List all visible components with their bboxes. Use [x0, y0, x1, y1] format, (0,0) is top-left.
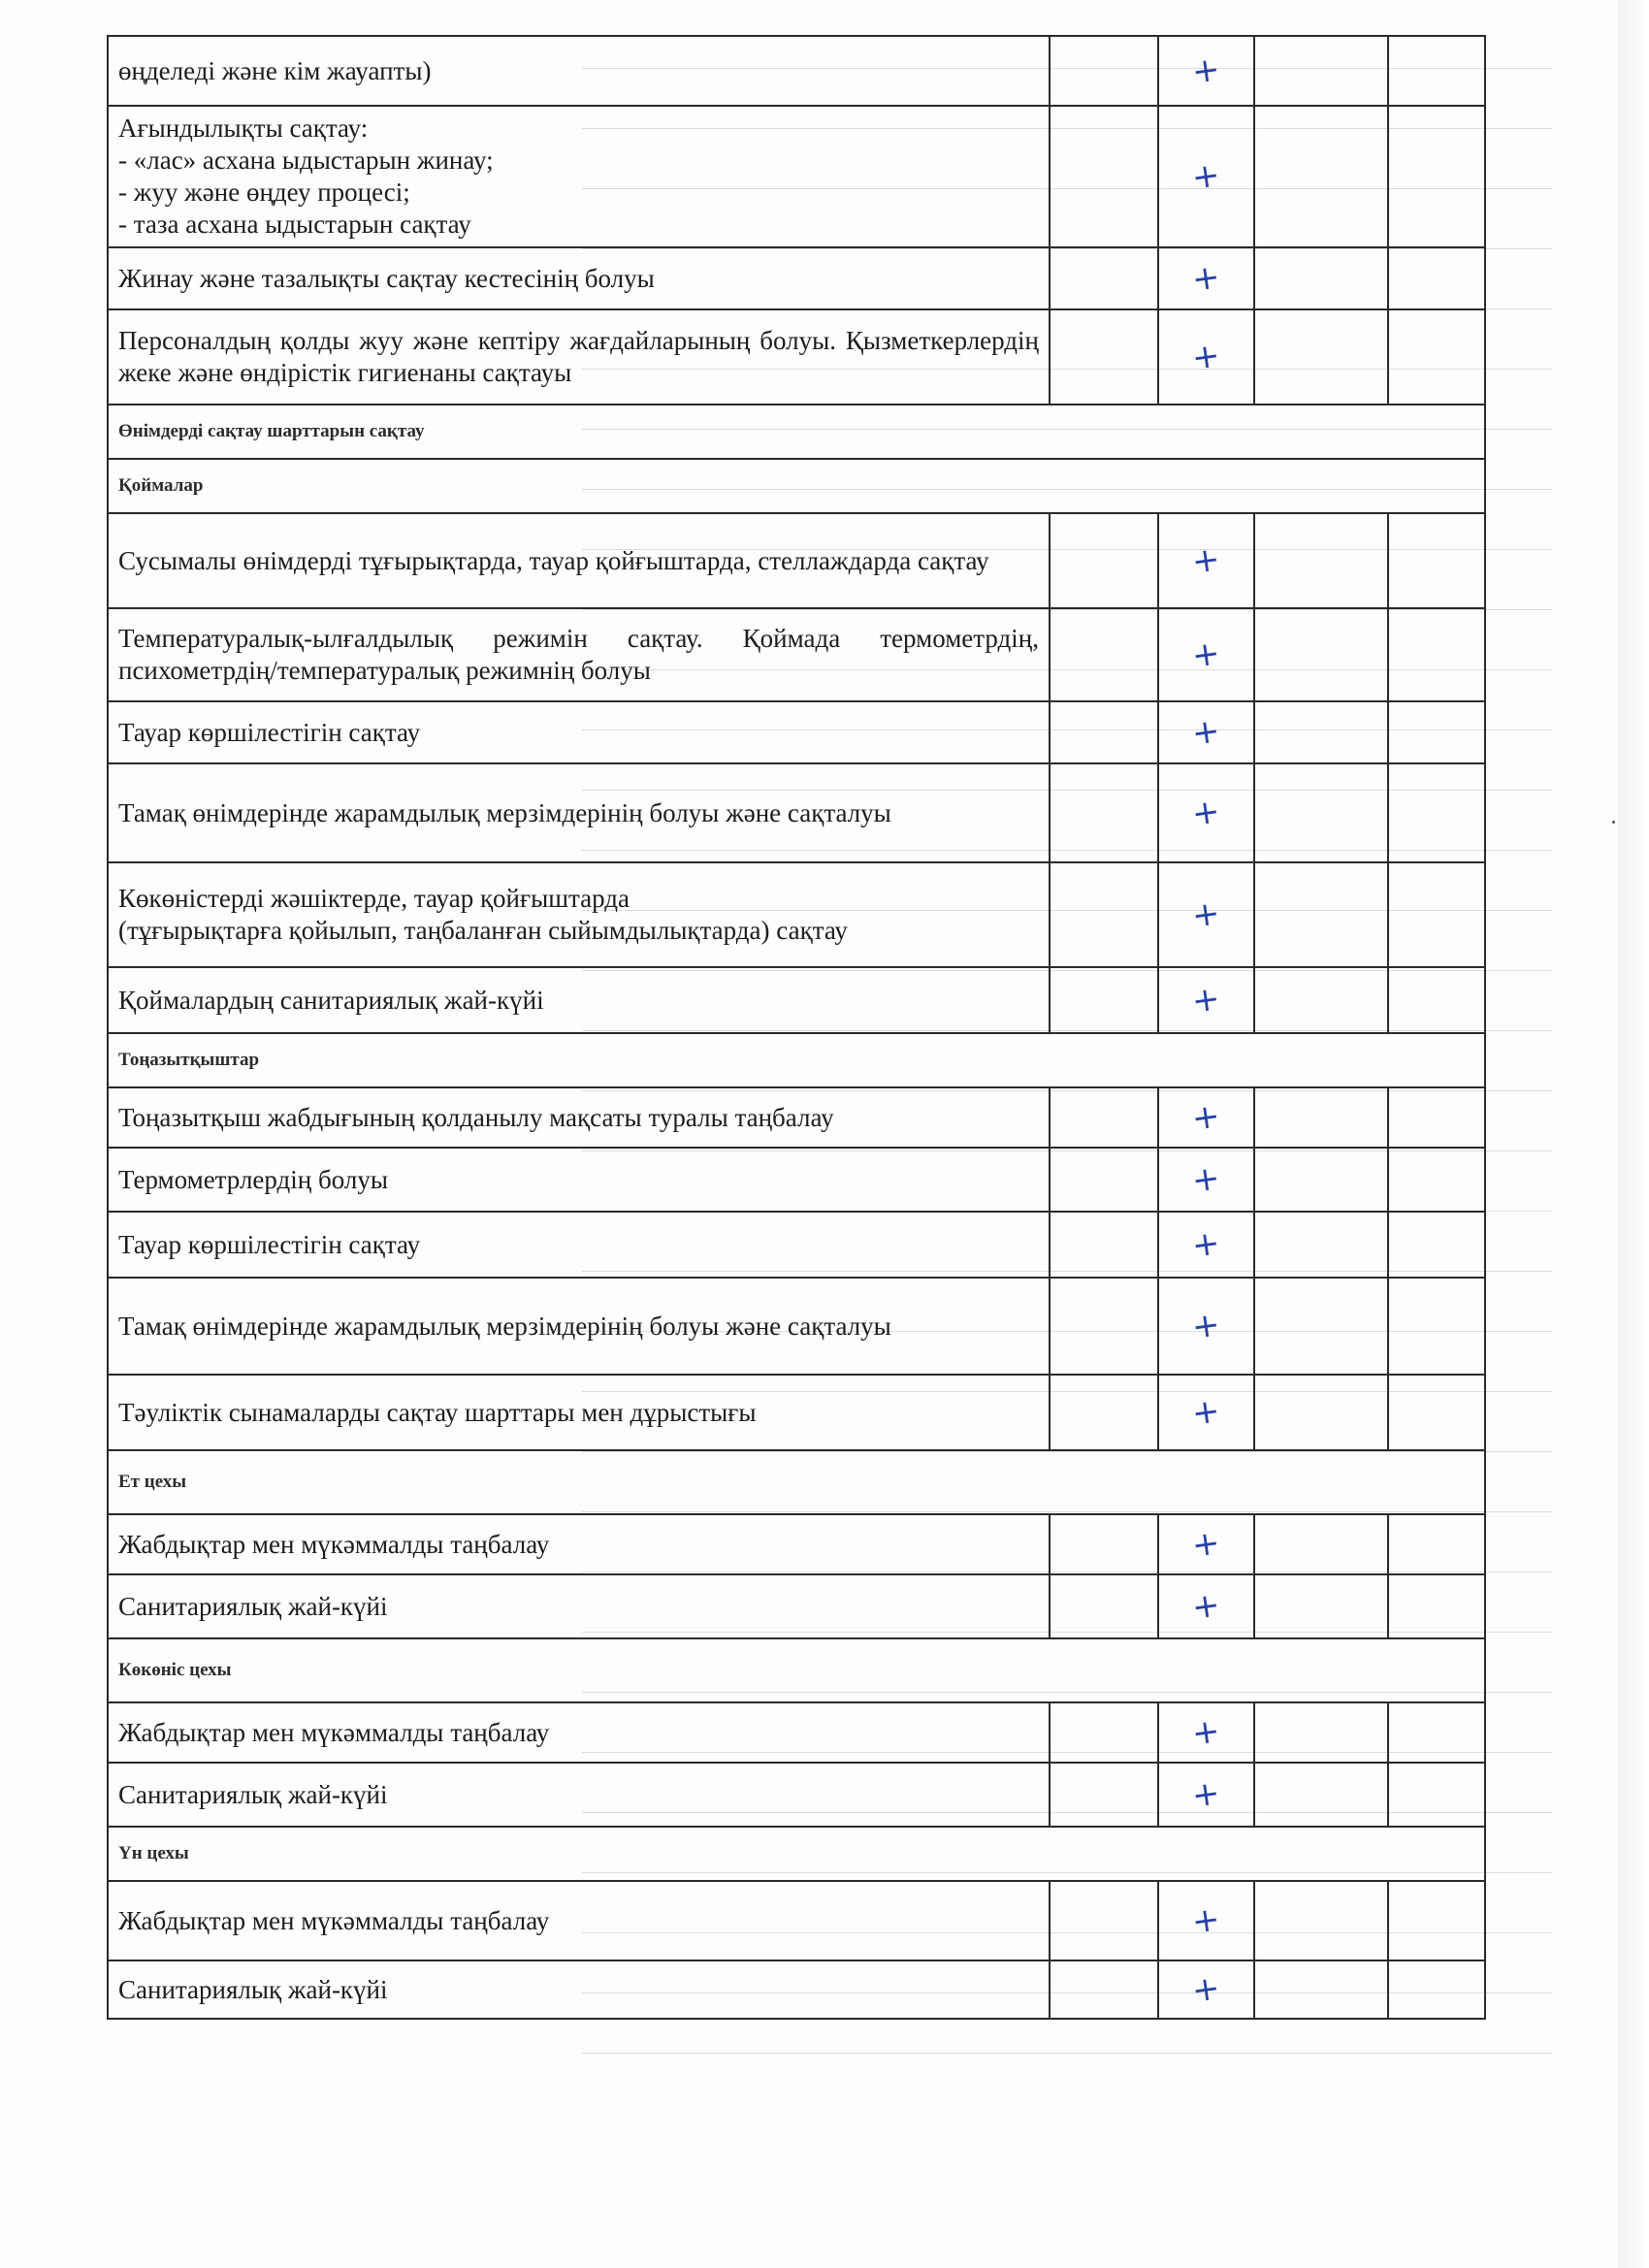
handwritten-plus-mark: +	[1189, 1391, 1223, 1434]
answer-cell-1	[1050, 862, 1158, 967]
answer-cell-3	[1254, 247, 1388, 309]
answer-cell-3	[1254, 967, 1388, 1033]
answer-cell-4	[1388, 247, 1485, 309]
answer-cell-1	[1050, 309, 1158, 405]
answer-cell-1	[1050, 1881, 1158, 1960]
handwritten-plus-mark: +	[1189, 1711, 1223, 1754]
checklist-row	[108, 862, 1485, 967]
handwritten-plus-mark: +	[1189, 633, 1223, 676]
section-title: Ет цехы	[108, 1450, 1485, 1514]
answer-cell-2	[1158, 1702, 1254, 1763]
answer-cell-4	[1388, 309, 1485, 405]
checklist-row	[108, 1514, 1485, 1574]
handwritten-plus-mark: +	[1189, 1968, 1223, 2011]
requirement-text	[108, 247, 1050, 309]
answer-cell-4	[1388, 1514, 1485, 1574]
checklist-row	[108, 763, 1485, 862]
answer-cell-2	[1158, 1087, 1254, 1148]
answer-cell-2	[1158, 1763, 1254, 1827]
answer-cell-2	[1158, 1148, 1254, 1212]
checklist-row	[108, 309, 1485, 405]
requirement-line: өңделеді және кім жауапты)	[118, 55, 432, 85]
requirement-text	[108, 1514, 1050, 1574]
section-header-row	[108, 1827, 1485, 1881]
section-header-row	[108, 1033, 1485, 1087]
handwritten-plus-mark: +	[1189, 1523, 1223, 1566]
section-title: Өнімдерді сақтау шарттарын сақтау	[108, 405, 1485, 459]
answer-cell-2	[1158, 608, 1254, 701]
checklist-row	[108, 1881, 1485, 1960]
bleed-through-line	[582, 2053, 1552, 2054]
requirement-line: Қоймалардың санитариялық жай-күйі	[118, 985, 544, 1015]
requirement-text	[108, 1960, 1050, 2019]
handwritten-plus-mark: +	[1189, 711, 1223, 754]
handwritten-plus-mark: +	[1189, 893, 1223, 936]
requirement-line: Санитариялық жай-күйі	[118, 1591, 388, 1621]
checklist-row	[108, 1763, 1485, 1827]
answer-cell-4	[1388, 701, 1485, 763]
answer-cell-4	[1388, 1881, 1485, 1960]
answer-cell-2	[1158, 1574, 1254, 1638]
answer-cell-3	[1254, 106, 1388, 247]
requirement-text	[108, 1278, 1050, 1375]
requirement-text	[108, 1574, 1050, 1638]
requirement-line: Тауар көршілестігін сақтау	[118, 717, 421, 747]
answer-cell-2	[1158, 1514, 1254, 1574]
checklist-row	[108, 1375, 1485, 1450]
requirement-text	[108, 1702, 1050, 1763]
checklist-row	[108, 1702, 1485, 1763]
checklist-row	[108, 967, 1485, 1033]
handwritten-plus-mark: +	[1189, 336, 1223, 378]
section-title: Көкөніс цехы	[108, 1638, 1485, 1702]
answer-cell-3	[1254, 36, 1388, 106]
answer-cell-1	[1050, 1763, 1158, 1827]
handwritten-plus-mark: +	[1189, 1158, 1223, 1201]
requirement-text	[108, 1881, 1050, 1960]
answer-cell-2	[1158, 513, 1254, 608]
answer-cell-3	[1254, 862, 1388, 967]
checklist-row	[108, 608, 1485, 701]
answer-cell-2	[1158, 967, 1254, 1033]
requirement-line: Тауар көршілестігін сақтау	[118, 1229, 421, 1259]
answer-cell-1	[1050, 1212, 1158, 1278]
checklist-row	[108, 247, 1485, 309]
section-header-row	[108, 1450, 1485, 1514]
answer-cell-4	[1388, 608, 1485, 701]
requirement-line: (тұғырықтарға қойылып, таңбаланған сыйымдылықтарда) сақтау	[118, 916, 848, 945]
answer-cell-1	[1050, 1148, 1158, 1212]
requirement-text	[108, 513, 1050, 608]
answer-cell-2	[1158, 1375, 1254, 1450]
section-title: Үн цехы	[108, 1827, 1485, 1881]
requirement-line: Персоналдың қолды жуу және кептіру жағдайларының болуы. Қызметкерлердің жеке және өндірістік гигиенаны сақтауы	[118, 326, 1039, 387]
answer-cell-3	[1254, 1960, 1388, 2019]
requirement-text	[108, 608, 1050, 701]
checklist-row	[108, 1212, 1485, 1278]
answer-cell-1	[1050, 36, 1158, 106]
section-title: Тоңазытқыштар	[108, 1033, 1485, 1087]
answer-cell-2	[1158, 1212, 1254, 1278]
requirement-text	[108, 1375, 1050, 1450]
answer-cell-3	[1254, 763, 1388, 862]
answer-cell-1	[1050, 608, 1158, 701]
handwritten-plus-mark: +	[1189, 49, 1223, 92]
requirement-line: Жинау және тазалықты сақтау кестесінің болуы	[118, 263, 655, 293]
section-header-row	[108, 1638, 1485, 1702]
answer-cell-1	[1050, 1574, 1158, 1638]
answer-cell-3	[1254, 309, 1388, 405]
requirement-text	[108, 309, 1050, 405]
answer-cell-1	[1050, 701, 1158, 763]
answer-cell-4	[1388, 1960, 1485, 2019]
answer-cell-3	[1254, 1212, 1388, 1278]
answer-cell-2	[1158, 862, 1254, 967]
answer-cell-1	[1050, 1960, 1158, 2019]
answer-cell-2	[1158, 1960, 1254, 2019]
answer-cell-1	[1050, 106, 1158, 247]
inspection-checklist-table	[107, 35, 1486, 2020]
requirement-line: - жуу және өңдеу процесі;	[118, 178, 410, 207]
answer-cell-2	[1158, 701, 1254, 763]
answer-cell-3	[1254, 1763, 1388, 1827]
answer-cell-2	[1158, 309, 1254, 405]
checklist-row	[108, 106, 1485, 247]
handwritten-plus-mark: +	[1189, 1096, 1223, 1139]
answer-cell-2	[1158, 106, 1254, 247]
handwritten-plus-mark: +	[1189, 1585, 1223, 1628]
answer-cell-3	[1254, 1702, 1388, 1763]
requirement-line: Санитариялық жай-күйі	[118, 1974, 388, 2004]
checklist-row	[108, 513, 1485, 608]
requirement-line: Сусымалы өнімдерді тұғырықтарда, тауар қойғыштарда, стеллаждарда сақтау	[118, 545, 989, 575]
answer-cell-4	[1388, 36, 1485, 106]
answer-cell-3	[1254, 1881, 1388, 1960]
handwritten-plus-mark: +	[1189, 1773, 1223, 1816]
checklist-row	[108, 701, 1485, 763]
answer-cell-1	[1050, 1087, 1158, 1148]
requirement-text	[108, 701, 1050, 763]
handwritten-plus-mark: +	[1189, 539, 1223, 582]
requirement-text	[108, 763, 1050, 862]
section-header-row	[108, 405, 1485, 459]
stray-dot	[1612, 821, 1615, 824]
answer-cell-4	[1388, 1763, 1485, 1827]
answer-cell-4	[1388, 513, 1485, 608]
answer-cell-4	[1388, 967, 1485, 1033]
checklist-row	[108, 1087, 1485, 1148]
answer-cell-4	[1388, 862, 1485, 967]
requirement-text	[108, 967, 1050, 1033]
answer-cell-3	[1254, 1375, 1388, 1450]
section-header-row	[108, 459, 1485, 513]
requirement-text	[108, 1148, 1050, 1212]
requirement-line: Температуралық-ылғалдылық режимін сақтау. Қоймада термометрдің, психометрдің/температуралық режимнің болуы	[118, 624, 1039, 685]
answer-cell-1	[1050, 1278, 1158, 1375]
handwritten-plus-mark: +	[1189, 1899, 1223, 1942]
requirement-line: Жабдықтар мен мүкәммалды таңбалау	[118, 1717, 550, 1747]
requirement-line: Термометрлердің болуы	[118, 1164, 388, 1194]
answer-cell-3	[1254, 1148, 1388, 1212]
answer-cell-3	[1254, 1087, 1388, 1148]
section-title: Қоймалар	[108, 459, 1485, 513]
answer-cell-2	[1158, 36, 1254, 106]
handwritten-plus-mark: +	[1189, 979, 1223, 1021]
answer-cell-1	[1050, 513, 1158, 608]
requirement-line: Ағындылықты сақтау:	[118, 113, 369, 143]
requirement-line: - таза асхана ыдыстарын сақтау	[118, 210, 471, 239]
answer-cell-4	[1388, 1148, 1485, 1212]
requirement-text	[108, 862, 1050, 967]
handwritten-plus-mark: +	[1189, 257, 1223, 300]
answer-cell-1	[1050, 247, 1158, 309]
answer-cell-4	[1388, 763, 1485, 862]
answer-cell-2	[1158, 247, 1254, 309]
checklist-row	[108, 1960, 1485, 2019]
requirement-line: - «лас» асхана ыдыстарын жинау;	[118, 146, 494, 175]
requirement-line: Тоңазытқыш жабдығының қолданылу мақсаты туралы таңбалау	[118, 1102, 834, 1132]
requirement-text	[108, 1763, 1050, 1827]
answer-cell-2	[1158, 1881, 1254, 1960]
answer-cell-3	[1254, 1278, 1388, 1375]
handwritten-plus-mark: +	[1189, 1305, 1223, 1347]
answer-cell-4	[1388, 1375, 1485, 1450]
scan-edge-shadow	[1618, 0, 1649, 2268]
checklist-row	[108, 1278, 1485, 1375]
checklist-body	[108, 36, 1485, 2019]
checklist-row	[108, 36, 1485, 106]
requirement-line: Жабдықтар мен мүкәммалды таңбалау	[118, 1905, 550, 1935]
checklist-row	[108, 1574, 1485, 1638]
handwritten-plus-mark: +	[1189, 1223, 1223, 1266]
answer-cell-4	[1388, 106, 1485, 247]
answer-cell-1	[1050, 1702, 1158, 1763]
answer-cell-4	[1388, 1087, 1485, 1148]
answer-cell-4	[1388, 1278, 1485, 1375]
handwritten-plus-mark: +	[1189, 155, 1223, 198]
answer-cell-3	[1254, 513, 1388, 608]
requirement-line: Санитариялық жай-күйі	[118, 1779, 388, 1809]
requirement-text	[108, 106, 1050, 247]
requirement-line: Жабдықтар мен мүкәммалды таңбалау	[118, 1529, 550, 1559]
answer-cell-4	[1388, 1212, 1485, 1278]
answer-cell-1	[1050, 1514, 1158, 1574]
answer-cell-1	[1050, 763, 1158, 862]
answer-cell-4	[1388, 1702, 1485, 1763]
requirement-line: Тәуліктік сынамаларды сақтау шарттары мен дұрыстығы	[118, 1397, 757, 1427]
answer-cell-3	[1254, 1514, 1388, 1574]
checklist-row	[108, 1148, 1485, 1212]
handwritten-plus-mark: +	[1189, 792, 1223, 834]
answer-cell-1	[1050, 1375, 1158, 1450]
requirement-text	[108, 1212, 1050, 1278]
requirement-line: Көкөністерді жәшіктерде, тауар қойғыштарда	[118, 884, 630, 913]
answer-cell-3	[1254, 701, 1388, 763]
requirement-text	[108, 1087, 1050, 1148]
answer-cell-2	[1158, 763, 1254, 862]
answer-cell-3	[1254, 608, 1388, 701]
answer-cell-1	[1050, 967, 1158, 1033]
answer-cell-2	[1158, 1278, 1254, 1375]
requirement-line: Тамақ өнімдерінде жарамдылық мерзімдерінің болуы және сақталуы	[118, 797, 891, 827]
requirement-text	[108, 36, 1050, 106]
answer-cell-3	[1254, 1574, 1388, 1638]
requirement-line: Тамақ өнімдерінде жарамдылық мерзімдерінің болуы және сақталуы	[118, 1311, 891, 1341]
answer-cell-4	[1388, 1574, 1485, 1638]
